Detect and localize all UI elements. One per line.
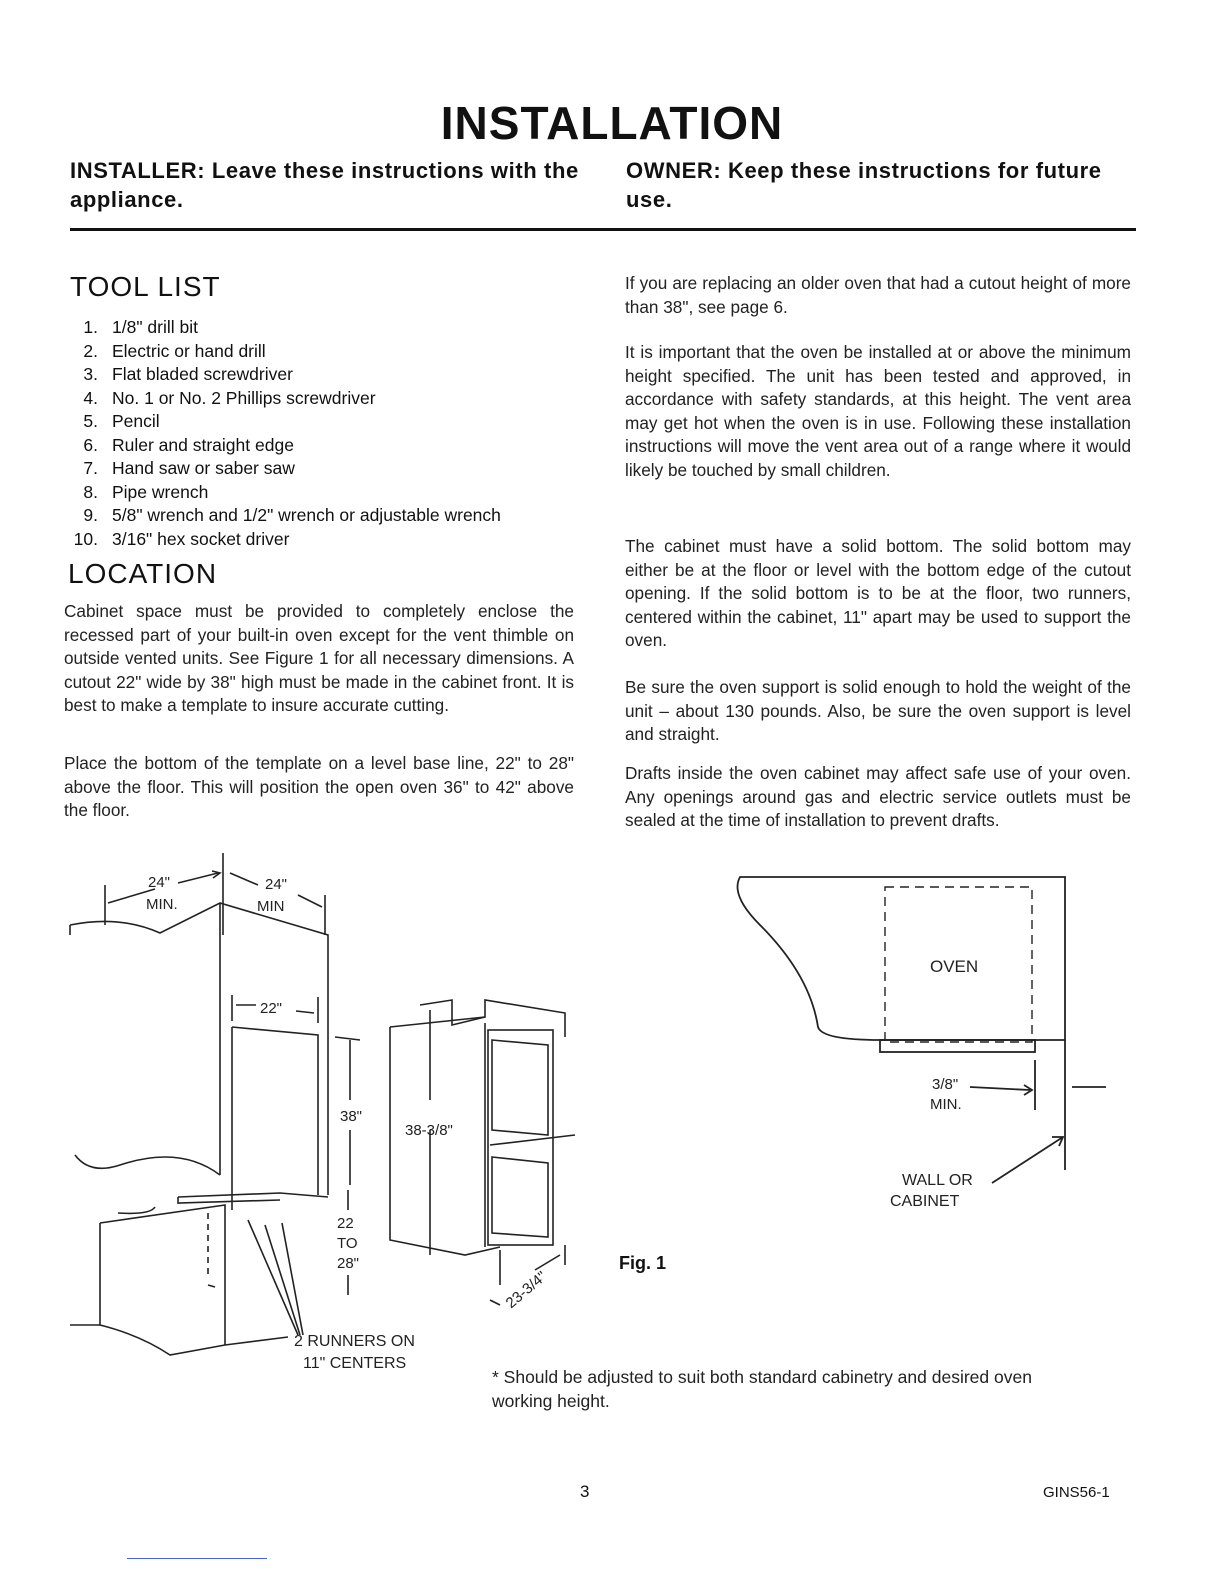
footnote: * Should be adjusted to suit both standard cabinetry and desired oven working height. [492,1367,1032,1411]
dim-3-8-min: MIN. [930,1096,962,1113]
figure-label: Fig. 1 [619,1253,667,1273]
tool-item: 8. Pipe wrench [83,481,209,502]
drafts-paragraph: Drafts inside the oven cabinet may affect safe use of your oven. Any openings around gas and electric service outlets must be sealed at the time of installation to prevent drafts. [625,763,1131,830]
tool-item: 1. 1/8" drill bit [83,317,198,337]
owner-note: OWNER: Keep these instructions for future use. [626,158,1102,212]
header-rule [70,228,1136,231]
dim-right-min: MIN [257,898,285,915]
dim-left-24: 24" [148,874,171,891]
page-number: 3 [580,1482,590,1501]
tool-item: 4. No. 1 or No. 2 Phillips screwdriver [83,387,376,408]
tool-item: 2. Electric or hand drill [83,340,266,361]
location-heading: LOCATION [68,558,218,589]
tool-list [70,316,501,551]
page-title: INSTALLATION [440,97,784,149]
runners-label-2: 11" CENTERS [303,1355,407,1372]
dim-left-min: MIN. [146,896,178,913]
dim-23-3-4: 23-3/4" [502,1268,551,1312]
cabinet-cutout-diagram [60,845,580,1375]
dim-38: 38" [340,1108,363,1125]
dim-3-8: 3/8" [932,1076,959,1093]
location-paragraph-2: Place the bottom of the template on a level base line, 22" to 28" above the floor. This will position the open oven 36" to 42" above the floor. [64,753,574,820]
tool-list-heading: TOOL LIST [70,271,221,302]
tool-item: 7. Hand saw or saber saw [83,458,295,478]
dim-22-to-28-b: TO [337,1235,358,1252]
solid-bottom-paragraph: The cabinet must have a solid bottom. The solid bottom may either be at the floor or level with the bottom edge of the cutout opening. If the solid bottom is to be at the floor, two runners, centered within the cabinet, 11" apart may be used to support the oven. [625,536,1131,650]
tool-item: 9. 5/8" wrench and 1/2" wrench or adjustable wrench [83,505,501,525]
tool-item: 3. Flat bladed screwdriver [83,364,293,384]
dim-38-3-8: 38-3/8" [405,1122,453,1139]
replacing-oven-paragraph: If you are replacing an older oven that had a cutout height of more than 38", see page 6. [625,273,1131,317]
dim-22: 22" [260,1000,283,1017]
dim-22-to-28-c: 28" [337,1255,360,1272]
side-view-diagram [730,865,1120,1215]
runners-label-1: 2 RUNNERS ON [294,1333,415,1350]
minimum-height-paragraph: It is important that the oven be installed at or above the minimum height specified. The unit has been tested and approved, in accordance with safety standards, at this height. The vent area may get hot when the oven is in use. Following these installation instructions will move the vent area out of a range where it would likely be touched by small children. [625,342,1131,480]
bottom-link-underline [127,1558,267,1559]
dim-right-24: 24" [265,876,288,893]
wall-label-1: WALL OR [902,1172,973,1189]
wall-label-2: CABINET [890,1193,960,1210]
tool-item: 6. Ruler and straight edge [83,434,294,455]
tool-item: 5. Pencil [83,411,160,431]
oven-label: OVEN [930,957,979,976]
oven-support-paragraph: Be sure the oven support is solid enough to hold the weight of the unit – about 130 pounds. Also, be sure the oven support is level and straight. [625,677,1131,744]
document-code: GINS56-1 [1043,1484,1110,1501]
installer-note: INSTALLER: Leave these instructions with the appliance. [70,158,579,212]
tool-item: 10. 3/16" hex socket driver [73,528,290,549]
location-paragraph-1: Cabinet space must be provided to completely enclose the recessed part of your built-in oven except for the vent thimble on outside vented units. See Figure 1 for all necessary dimensions. A cutout 22" wide by 38" high must be made in the cabinet front. It is best to make a template to insure accurate cutting. [64,601,574,715]
dim-22-to-28-a: 22 [337,1215,354,1232]
